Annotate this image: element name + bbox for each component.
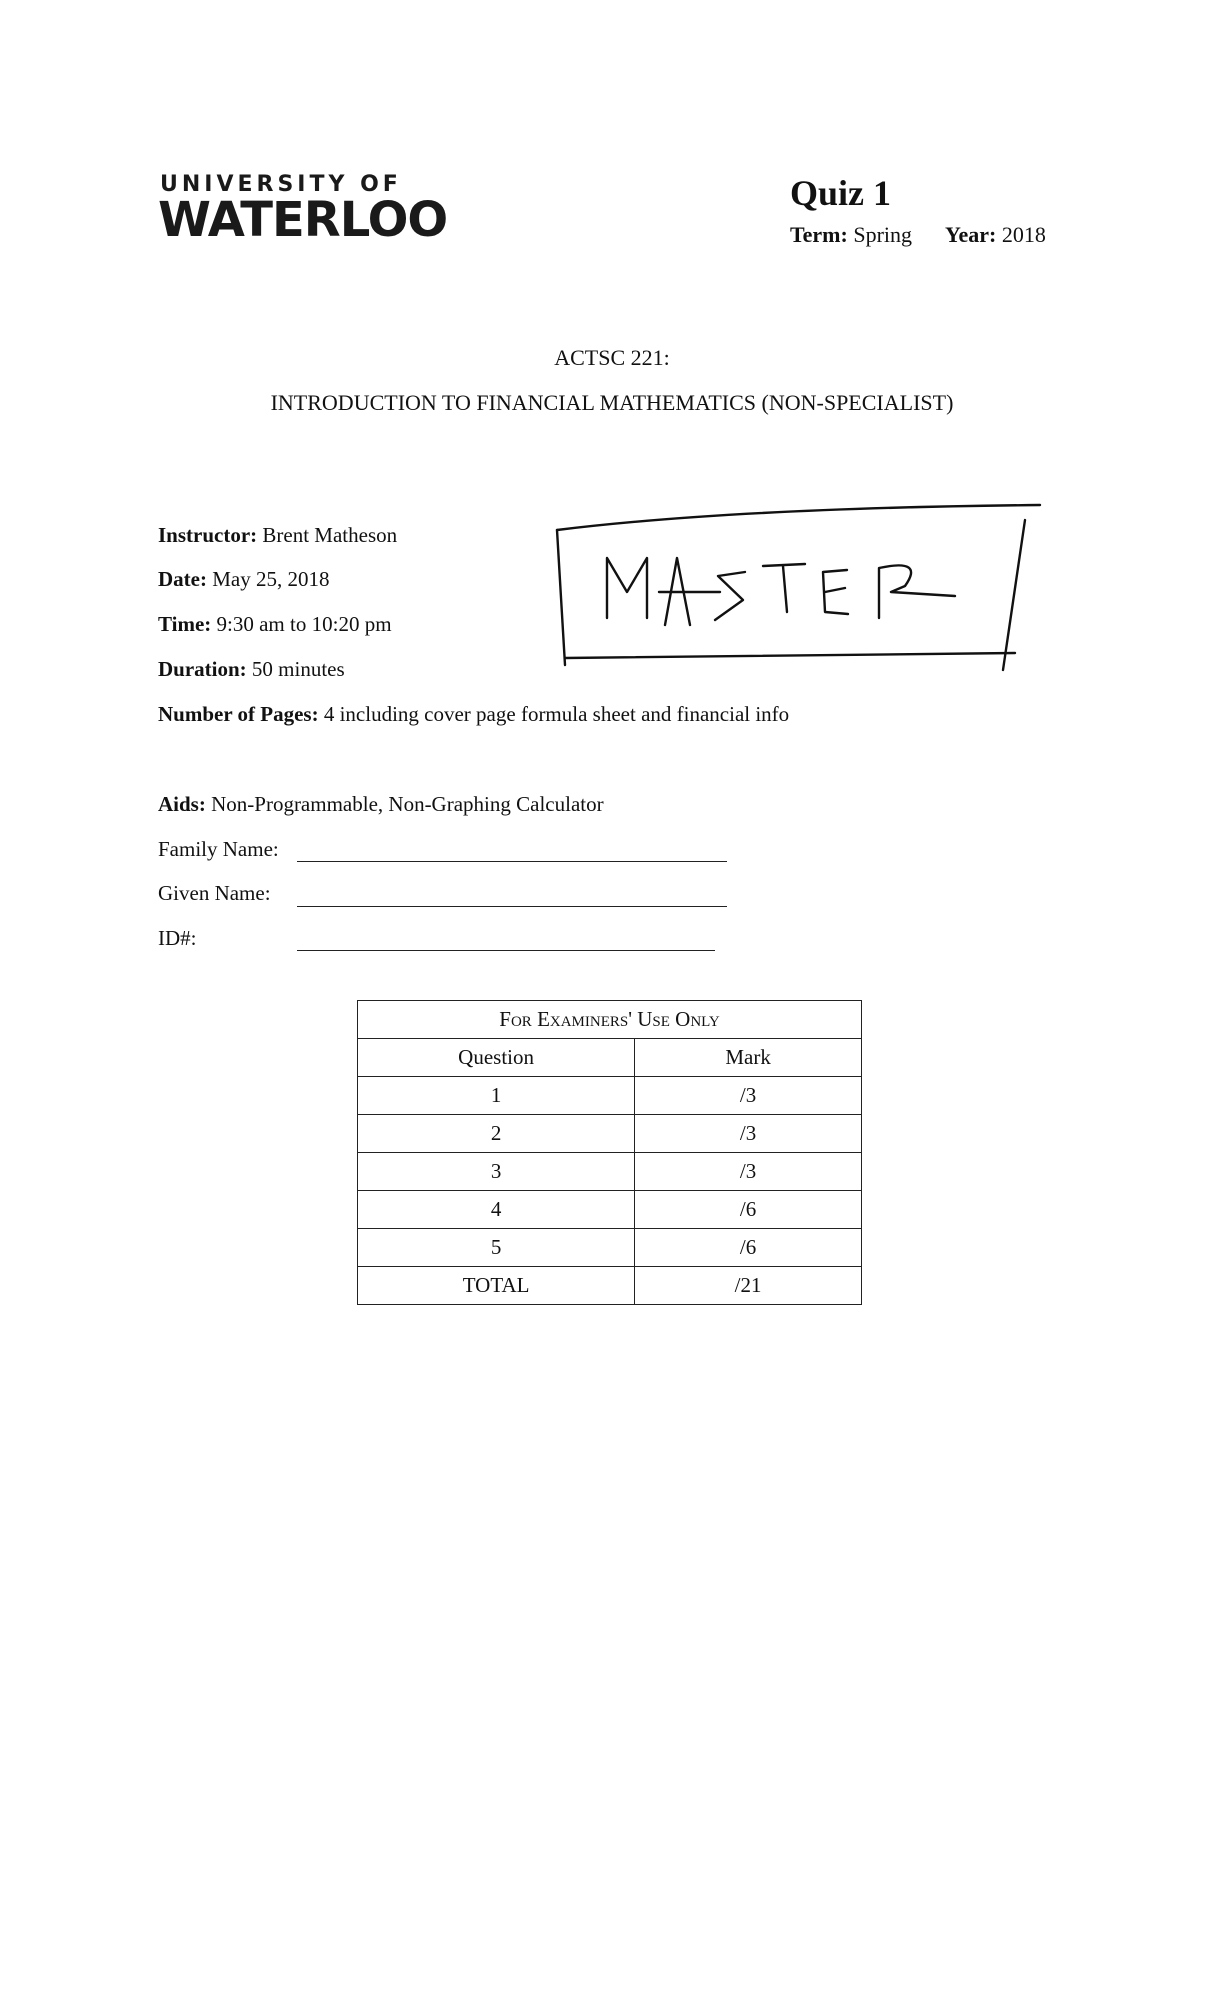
term-label: Term:	[790, 222, 848, 247]
id-field[interactable]	[297, 950, 715, 951]
question-cell: 4	[358, 1191, 635, 1229]
mark-cell[interactable]: /3	[635, 1153, 862, 1191]
year-label: Year:	[945, 222, 997, 247]
mark-cell[interactable]: /3	[635, 1115, 862, 1153]
instructor-line	[158, 523, 397, 548]
column-header-mark: Mark	[635, 1039, 862, 1077]
table-row	[358, 1229, 862, 1267]
aids-label: Aids:	[158, 792, 206, 816]
examiners-table-title: For Examiners' Use Only	[358, 1001, 862, 1039]
time-label: Time:	[158, 612, 212, 636]
duration-label: Duration:	[158, 657, 247, 681]
question-cell: 3	[358, 1153, 635, 1191]
column-header-question: Question	[358, 1039, 635, 1077]
instructor-label: Instructor:	[158, 523, 258, 547]
family-name-label: Family Name:	[158, 837, 279, 861]
id-label: ID#:	[158, 926, 197, 950]
date-label: Date:	[158, 567, 207, 591]
table-row	[358, 1115, 862, 1153]
university-logo-main: WATERLOO	[158, 192, 448, 248]
aids-value: Non-Programmable, Non-Graphing Calculator	[211, 792, 604, 816]
table-row	[358, 1191, 862, 1229]
question-cell: 2	[358, 1115, 635, 1153]
quiz-title: Quiz 1	[790, 173, 892, 213]
table-row-total	[358, 1267, 862, 1305]
total-label-cell: TOTAL	[358, 1267, 635, 1305]
date-value: May 25, 2018	[212, 567, 330, 591]
given-name-field[interactable]	[297, 906, 727, 907]
term-value: Spring	[853, 222, 913, 247]
question-cell: 1	[358, 1077, 635, 1115]
time-value: 9:30 am to 10:20 pm	[216, 612, 392, 636]
master-stamp	[555, 500, 1045, 680]
aids-line	[158, 792, 604, 817]
duration-line	[158, 657, 345, 682]
table-row	[358, 1077, 862, 1115]
family-name-field[interactable]	[297, 861, 727, 862]
table-row	[358, 1153, 862, 1191]
date-line	[158, 567, 329, 592]
instructor-value: Brent Matheson	[262, 523, 398, 547]
question-cell: 5	[358, 1229, 635, 1267]
course-code: ACTSC 221:	[554, 345, 670, 370]
given-name-label: Given Name:	[158, 881, 271, 905]
mark-cell[interactable]: /6	[635, 1229, 862, 1267]
university-logo-top: UNIVERSITY OF	[160, 172, 402, 197]
pages-label: Number of Pages:	[158, 702, 319, 726]
pages-line	[158, 702, 789, 727]
pages-value: 4 including cover page formula sheet and financial info	[323, 702, 790, 726]
course-name: INTRODUCTION TO FINANCIAL MATHEMATICS (NON-SPECIALIST)	[270, 390, 954, 415]
mark-cell[interactable]: /6	[635, 1191, 862, 1229]
mark-cell[interactable]: /3	[635, 1077, 862, 1115]
year-value: 2018	[1001, 222, 1046, 247]
term-year-line	[790, 222, 1046, 248]
duration-value: 50 minutes	[251, 657, 345, 681]
examiners-table	[357, 1000, 862, 1305]
time-line	[158, 612, 392, 637]
total-mark-cell[interactable]: /21	[635, 1267, 862, 1305]
